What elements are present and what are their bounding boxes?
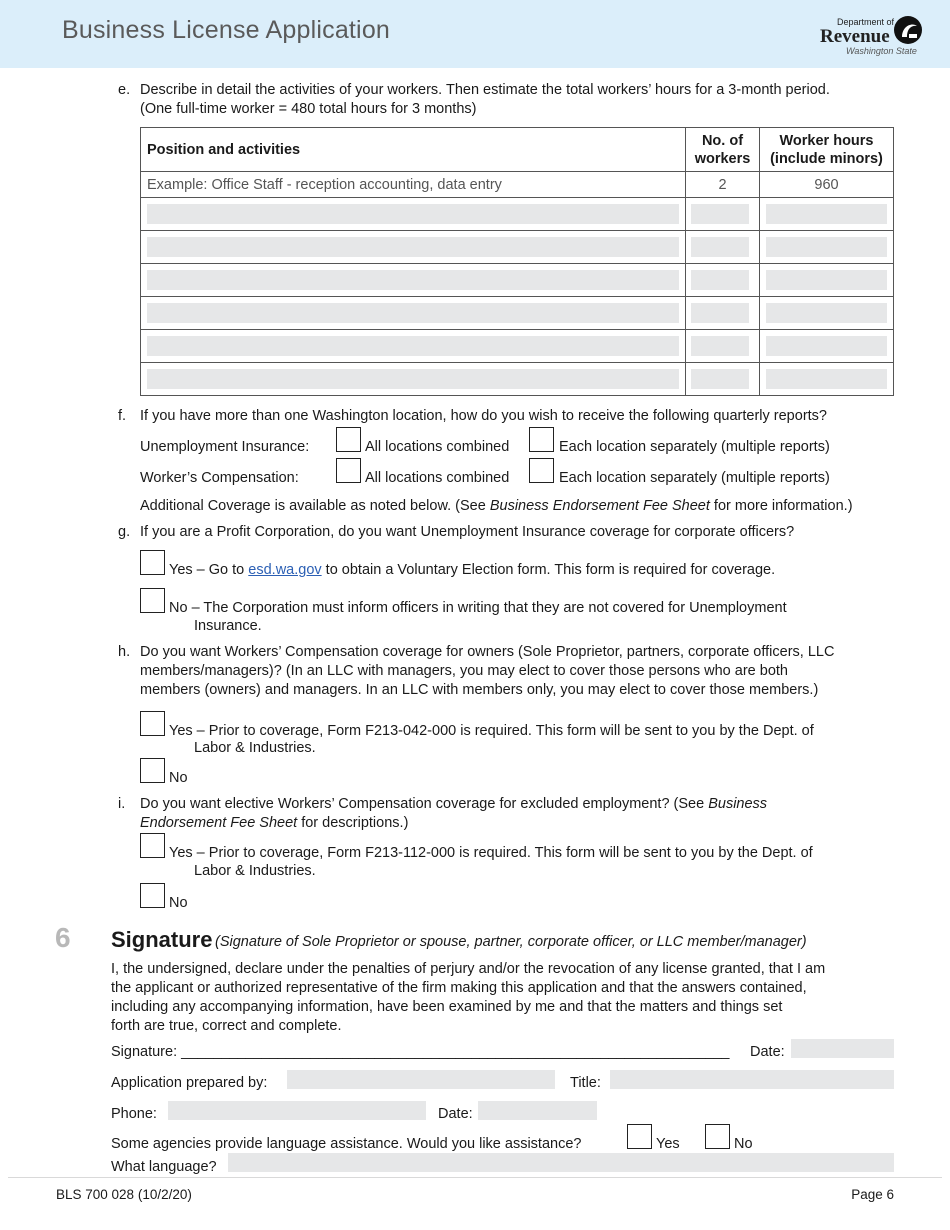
language-yes-label: Yes: [656, 1136, 680, 1152]
item-f-letter: f.: [118, 408, 127, 424]
wa-mark-icon: [892, 14, 924, 46]
page-title: Business License Application: [62, 16, 391, 44]
workers-input[interactable]: [691, 237, 749, 257]
position-input[interactable]: [147, 336, 679, 356]
item-i-line2: [140, 815, 408, 831]
i-no-checkbox[interactable]: [140, 883, 165, 908]
i-line2-post: for descriptions.): [297, 815, 409, 831]
note-italic: Business Endorsement Fee Sheet: [489, 498, 710, 514]
logo-name-text: Revenue: [820, 26, 890, 47]
position-input[interactable]: [147, 303, 679, 323]
g-yes-label: [169, 562, 775, 578]
wc-combined-checkbox[interactable]: [336, 458, 361, 483]
position-input[interactable]: [147, 204, 679, 224]
h-yes-line2: Labor & Industries.: [194, 740, 316, 756]
table-example-row: [141, 172, 894, 198]
example-position: Example: Office Staff - reception accounting, data entry: [141, 172, 686, 198]
hours-input[interactable]: [766, 237, 887, 257]
table-row: [141, 297, 894, 330]
position-cell: [141, 231, 686, 264]
h-no-label: No: [169, 770, 188, 786]
workers-input[interactable]: [691, 336, 749, 356]
table-row: [141, 231, 894, 264]
g-no-checkbox[interactable]: [140, 588, 165, 613]
hours-input[interactable]: [766, 336, 887, 356]
what-language-input[interactable]: [228, 1153, 894, 1172]
hours-input[interactable]: [766, 270, 887, 290]
col-header-hours-2: (include minors): [770, 150, 883, 167]
language-question: Some agencies provide language assistance. Would you like assistance?: [111, 1136, 582, 1152]
i-line1-italic: Business: [708, 796, 768, 812]
table-row: [141, 264, 894, 297]
i-line1-pre: Do you want elective Workers’ Compensation coverage for excluded employment? (See: [140, 796, 709, 812]
table-row: [141, 363, 894, 396]
date2-label: Date:: [438, 1106, 473, 1122]
item-g-question: If you are a Profit Corporation, do you want Unemployment Insurance coverage for corporate officers?: [140, 524, 795, 540]
dor-logo: [818, 12, 928, 58]
i-no-label: No: [169, 895, 188, 911]
position-input[interactable]: [147, 369, 679, 389]
item-e-letter: e.: [118, 82, 131, 98]
g-no-line2: Insurance.: [194, 618, 262, 634]
page-header: [0, 0, 950, 68]
hours-input[interactable]: [766, 369, 887, 389]
workers-cell: [686, 330, 760, 363]
example-hours: 960: [760, 172, 894, 198]
item-h-line2: members/managers)? (In an LLC with managers, you may elect to cover those persons who are both: [140, 663, 788, 679]
example-workers: 2: [686, 172, 760, 198]
workers-input[interactable]: [691, 270, 749, 290]
col-header-workers: [686, 128, 760, 172]
hours-input[interactable]: [766, 303, 887, 323]
col-header-position: Position and activities: [141, 128, 686, 172]
item-h-line3: members (owners) and managers. In an LLC with members only, you may elect to cover those members.): [140, 682, 819, 698]
item-e-line2: (One full-time worker = 480 total hours for 3 months): [140, 101, 477, 117]
g-no-line1: No – The Corporation must inform officers in writing that they are not covered for Unemployment: [169, 600, 787, 616]
hours-cell: [760, 264, 894, 297]
hours-cell: [760, 198, 894, 231]
item-e-line1: Describe in detail the activities of your workers. Then estimate the total workers’ hours for a 3-month period.: [140, 82, 830, 98]
esd-link[interactable]: esd.wa.gov: [248, 562, 322, 578]
wc-combined-label: All locations combined: [365, 470, 510, 486]
phone-input[interactable]: [168, 1101, 426, 1120]
section-number: 6: [55, 922, 71, 953]
prepared-by-input[interactable]: [287, 1070, 555, 1089]
i-yes-line2: Labor & Industries.: [194, 863, 316, 879]
item-f-question: If you have more than one Washington location, how do you wish to receive the following quarterly reports?: [140, 408, 827, 424]
date-input[interactable]: [791, 1039, 894, 1058]
item-h-letter: h.: [118, 644, 131, 660]
position-input[interactable]: [147, 237, 679, 257]
workers-input[interactable]: [691, 369, 749, 389]
note-pre: Additional Coverage is available as noted below. (See: [140, 498, 490, 514]
language-yes-checkbox[interactable]: [627, 1124, 652, 1149]
note-post: for more information.): [709, 498, 853, 514]
title-input[interactable]: [610, 1070, 894, 1089]
workers-input[interactable]: [691, 204, 749, 224]
h-yes-line1: Yes – Prior to coverage, Form F213-042-000 is required. This form will be sent to you by the Dept. of: [169, 723, 814, 739]
hours-cell: [760, 297, 894, 330]
declaration-line2: the applicant or authorized representative of the firm making this application and that the answers contained,: [111, 980, 807, 996]
i-yes-checkbox[interactable]: [140, 833, 165, 858]
workers-table: [140, 127, 894, 396]
section-subtitle: (Signature of Sole Proprietor or spouse, partner, corporate officer, or LLC member/manager): [215, 934, 807, 950]
page-number: Page 6: [851, 1187, 894, 1202]
item-i-line1: [140, 796, 767, 812]
g-yes-post: to obtain a Voluntary Election form. This form is required for coverage.: [321, 562, 776, 578]
h-no-checkbox[interactable]: [140, 758, 165, 783]
col-header-hours: [760, 128, 894, 172]
language-no-label: No: [734, 1136, 753, 1152]
table-header-row: [141, 128, 894, 172]
prepared-by-label: Application prepared by:: [111, 1075, 268, 1091]
workers-cell: [686, 198, 760, 231]
wc-separate-label: Each location separately (multiple reports): [559, 470, 830, 486]
position-cell: [141, 264, 686, 297]
position-input[interactable]: [147, 270, 679, 290]
workers-input[interactable]: [691, 303, 749, 323]
date-label: Date:: [750, 1044, 785, 1060]
declaration-line4: forth are true, correct and complete.: [111, 1018, 342, 1034]
footer-divider: [8, 1177, 942, 1178]
position-cell: [141, 363, 686, 396]
i-line2-italic: Endorsement Fee Sheet: [140, 815, 298, 831]
hours-cell: [760, 363, 894, 396]
item-i-letter: i.: [118, 796, 126, 812]
title-label: Title:: [570, 1075, 601, 1091]
position-cell: [141, 330, 686, 363]
date2-input[interactable]: [478, 1101, 597, 1120]
ui-combined-checkbox[interactable]: [336, 427, 361, 452]
declaration-line1: I, the undersigned, declare under the penalties of perjury and/or the revocation of any license granted, that I am: [111, 961, 826, 977]
what-language-label: What language?: [111, 1159, 217, 1175]
ui-combined-label: All locations combined: [365, 439, 510, 455]
section-title: Signature: [111, 927, 213, 952]
additional-coverage-note: [140, 498, 853, 514]
form-id: BLS 700 028 (10/2/20): [56, 1187, 192, 1202]
hours-input[interactable]: [766, 204, 887, 224]
wc-separate-checkbox[interactable]: [529, 458, 554, 483]
h-yes-checkbox[interactable]: [140, 711, 165, 736]
wc-label: Worker’s Compensation:: [140, 470, 299, 486]
signature-line[interactable]: Signature: ____________________________________________________________________: [111, 1044, 730, 1060]
workers-cell: [686, 264, 760, 297]
declaration-line3: including any accompanying information, have been examined by me and that the matters and things set: [111, 999, 783, 1015]
item-g-letter: g.: [118, 524, 131, 540]
table-row: [141, 330, 894, 363]
col-header-workers-2: workers: [694, 150, 751, 167]
hours-cell: [760, 330, 894, 363]
phone-label: Phone:: [111, 1106, 157, 1122]
workers-cell: [686, 297, 760, 330]
col-header-workers-1: No. of: [701, 132, 744, 149]
g-yes-checkbox[interactable]: [140, 550, 165, 575]
language-no-checkbox[interactable]: [705, 1124, 730, 1149]
logo-dept-text: Department of: [836, 17, 894, 27]
ui-separate-label: Each location separately (multiple reports): [559, 439, 830, 455]
item-h-line1: Do you want Workers’ Compensation coverage for owners (Sole Proprietor, partners, corporate officers, LLC: [140, 644, 835, 660]
hours-cell: [760, 231, 894, 264]
ui-label: Unemployment Insurance:: [140, 439, 310, 455]
position-cell: [141, 198, 686, 231]
logo-state-text: Washington State: [846, 46, 917, 56]
position-cell: [141, 297, 686, 330]
col-header-hours-1: Worker hours: [779, 132, 874, 149]
ui-separate-checkbox[interactable]: [529, 427, 554, 452]
i-yes-line1: Yes – Prior to coverage, Form F213-112-000 is required. This form will be sent to you by the Dept. of: [169, 845, 813, 861]
workers-cell: [686, 363, 760, 396]
workers-cell: [686, 231, 760, 264]
g-yes-pre: Yes – Go to: [169, 562, 249, 578]
table-row: [141, 198, 894, 231]
